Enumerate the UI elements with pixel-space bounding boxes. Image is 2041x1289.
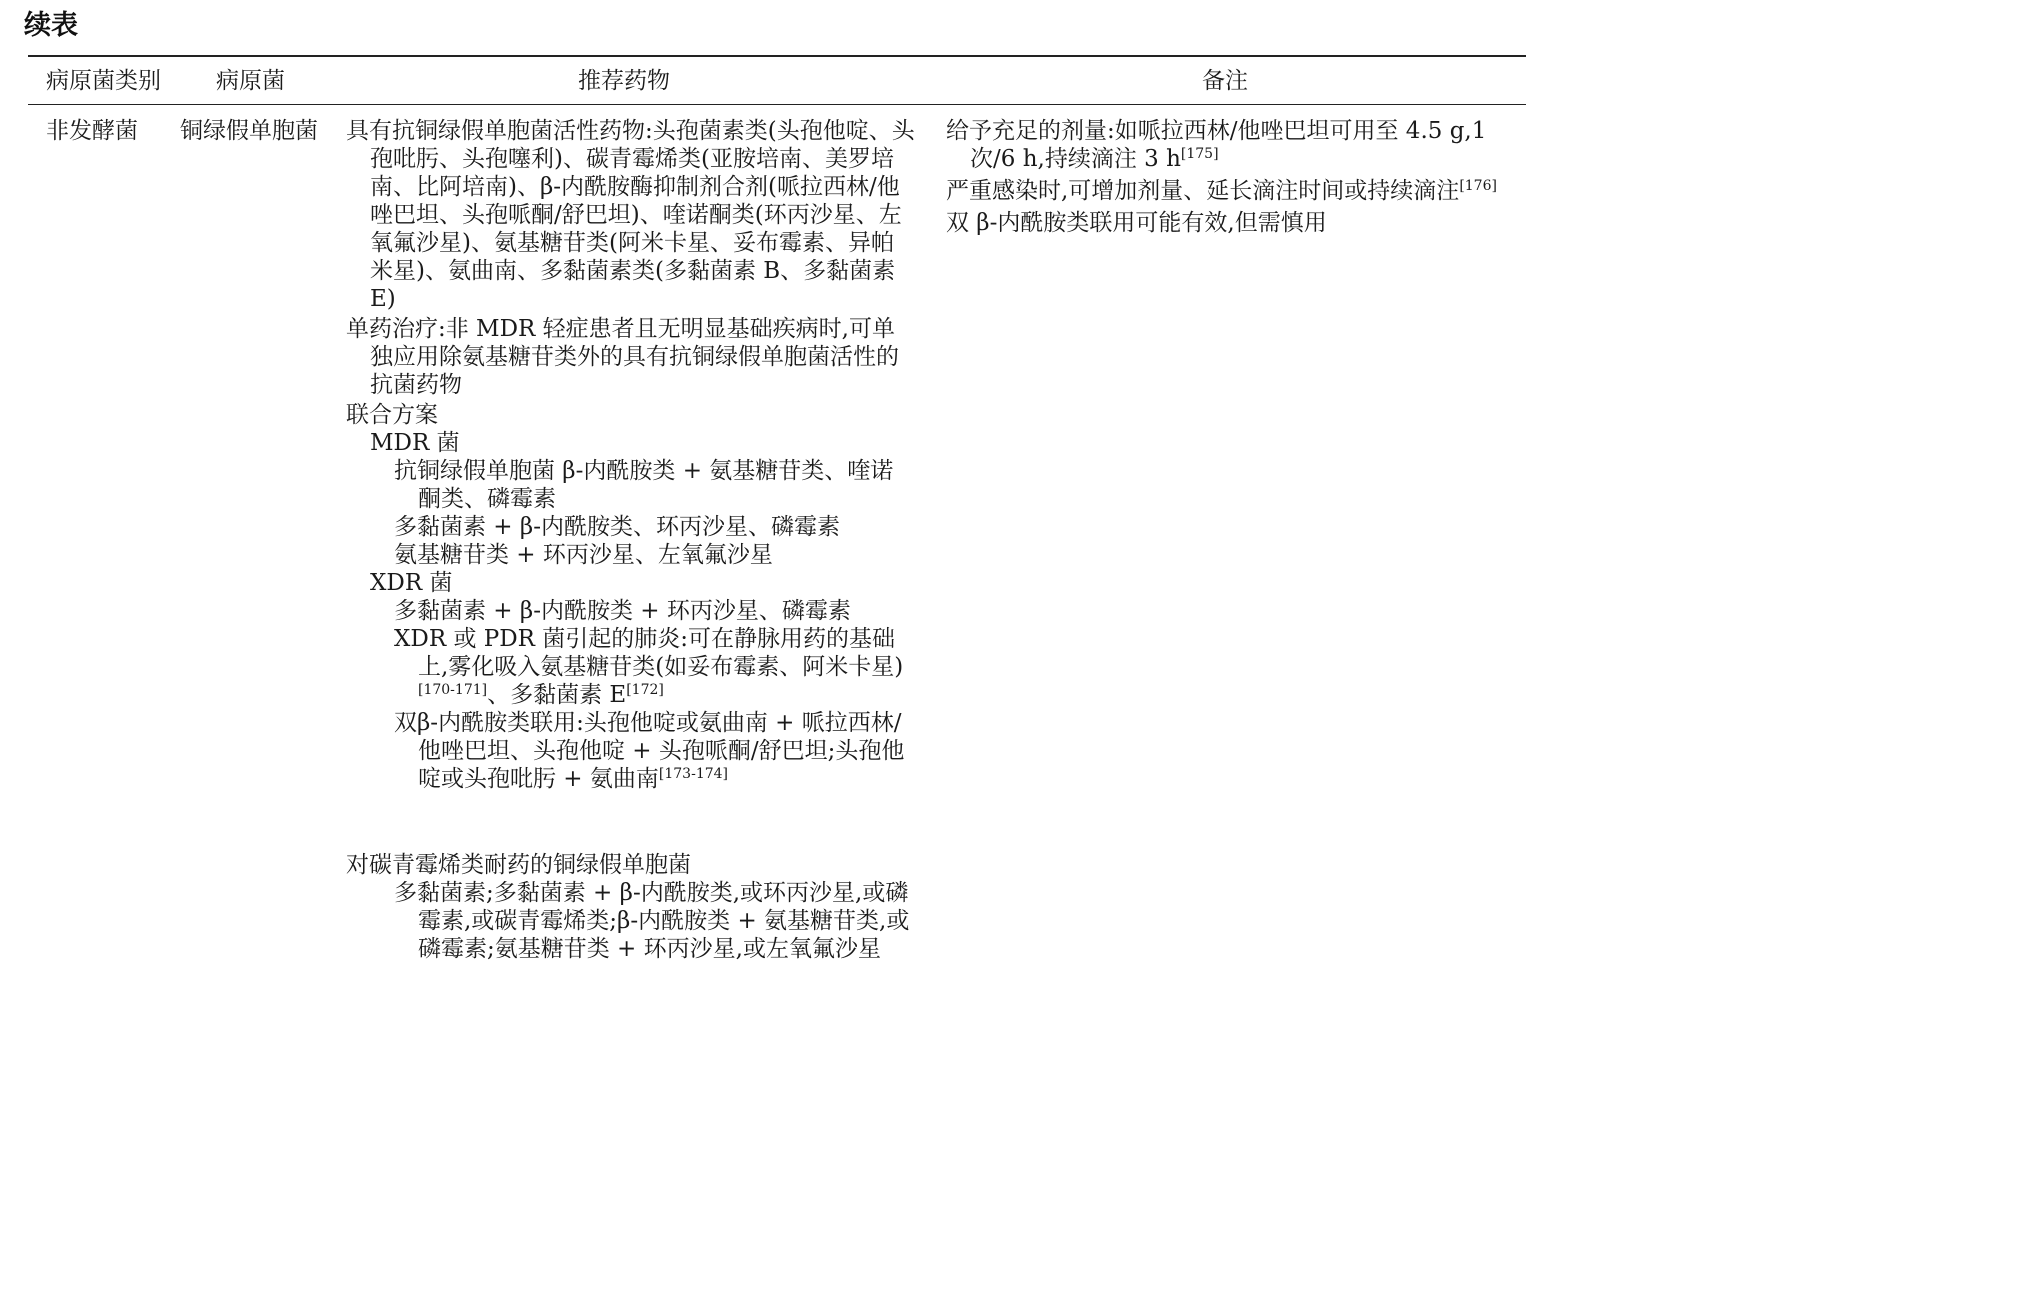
cell-notes bbox=[946, 117, 1521, 241]
note-severe-infection-text: 严重感染时,可增加剂量、延长滴注时间或持续滴注 bbox=[946, 178, 1460, 204]
xdr-regimen-3 bbox=[394, 709, 916, 793]
cell-pathogen: 铜绿假单胞菌 bbox=[180, 118, 318, 144]
xdr-regimen-2-text-b: 、多黏菌素 E bbox=[487, 682, 627, 708]
mdr-regimen-3: 氨基糖苷类 + 环丙沙星、左氧氟沙星 bbox=[394, 542, 773, 568]
monotherapy-paragraph: 单药治疗:非 MDR 轻症患者且无明显基础疾病时,可单独应用除氨基糖苷类外的具有抗铜绿假单胞菌活性的抗菌药物 bbox=[346, 316, 899, 398]
header-notes: 备注 bbox=[1202, 68, 1248, 94]
table-top-rule bbox=[28, 55, 1526, 57]
citation-173-174: [173-174] bbox=[658, 766, 729, 782]
citation-172: [172] bbox=[626, 682, 664, 698]
xdr-regimen-3-text: 双β-内酰胺类联用:头孢他啶或氨曲南 + 哌拉西林/他唑巴坦、头孢他啶 + 头孢哌酮/舒巴坦;头孢他啶或头孢吡肟 + 氨曲南 bbox=[394, 710, 905, 792]
note-dosage-text: 给予充足的剂量:如哌拉西林/他唑巴坦可用至 4.5 g,1 次/6 h,持续滴注 3 h bbox=[946, 118, 1487, 172]
citation-170-171: [170-171] bbox=[418, 682, 488, 698]
active-drugs-paragraph: 具有抗铜绿假单胞菌活性药物:头孢菌素类(头孢他啶、头孢吡肟、头孢噻利)、碳青霉烯类(亚胺培南、美罗培南、比阿培南)、β-内酰胺酶抑制剂合剂(哌拉西林/他唑巴坦、头孢哌酮/舒巴坦)、喹诺酮类(环丙沙星、左氧氟沙星)、氨基糖苷类(阿米卡星、妥布霉素、异帕米星)、氨曲南、多黏菌素类(多黏菌素 B、多黏菌素 E) bbox=[346, 118, 915, 312]
note-dosage bbox=[946, 117, 1521, 173]
cell-recommended-drugs bbox=[346, 117, 916, 963]
carbapenem-resistant-regimens: 多黏菌素;多黏菌素 + β-内酰胺类,或环丙沙星,或磷霉素,或碳青霉烯类;β-内酰胺类 + 氨基糖苷类,或磷霉素;氨基糖苷类 + 环丙沙星,或左氧氟沙星 bbox=[394, 880, 910, 962]
header-pathogen-category: 病原菌类别 bbox=[46, 68, 161, 94]
table-header-rule bbox=[28, 104, 1526, 105]
mdr-heading: MDR 菌 bbox=[370, 430, 460, 456]
carbapenem-resistant-heading: 对碳青霉烯类耐药的铜绿假单胞菌 bbox=[346, 852, 691, 878]
citation-175: [175] bbox=[1180, 146, 1219, 162]
note-severe-infection bbox=[946, 177, 1521, 205]
cell-category: 非发酵菌 bbox=[46, 118, 138, 144]
spacer bbox=[346, 793, 916, 851]
note-dual-beta-lactam: 双 β-内酰胺类联用可能有效,但需慎用 bbox=[946, 210, 1327, 236]
header-pathogen: 病原菌 bbox=[216, 68, 285, 94]
xdr-regimen-2-text: XDR 或 PDR 菌引起的肺炎:可在静脉用药的基础上,雾化吸入氨基糖苷类(如妥布霉素、阿米卡星) bbox=[394, 626, 904, 680]
citation-176: [176] bbox=[1459, 178, 1497, 194]
mdr-regimen-1: 抗铜绿假单胞菌 β-内酰胺类 + 氨基糖苷类、喹诺酮类、磷霉素 bbox=[394, 458, 894, 512]
xdr-regimen-1: 多黏菌素 + β-内酰胺类 + 环丙沙星、磷霉素 bbox=[394, 598, 851, 624]
xdr-regimen-2 bbox=[394, 625, 916, 709]
table-caption: 续表 bbox=[24, 10, 78, 41]
mdr-regimen-2: 多黏菌素 + β-内酰胺类、环丙沙星、磷霉素 bbox=[394, 514, 840, 540]
header-recommended-drugs: 推荐药物 bbox=[578, 68, 670, 94]
xdr-heading: XDR 菌 bbox=[370, 570, 453, 596]
combination-heading: 联合方案 bbox=[346, 402, 438, 428]
